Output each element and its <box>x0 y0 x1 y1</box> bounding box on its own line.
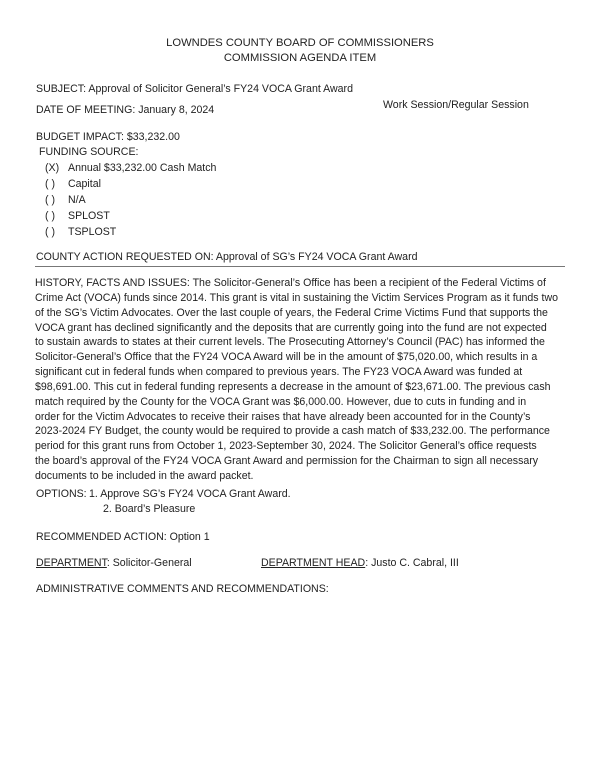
funding-option: N/A <box>68 194 86 206</box>
department-head-label: DEPARTMENT HEAD <box>261 557 366 569</box>
funding-checkbox: (X) <box>45 162 60 174</box>
funding-option: TSPLOST <box>68 226 117 238</box>
history-line: HISTORY, FACTS AND ISSUES: The Solicitor-General’s Office has been a recipient of the Federal Victims of <box>35 277 546 289</box>
department-head-value: : Justo C. Cabral, III <box>365 557 459 569</box>
header-subtitle: COMMISSION AGENDA ITEM <box>223 52 377 64</box>
history-facts-issues <box>35 276 558 484</box>
funding-checkbox: ( ) <box>45 210 55 222</box>
county-action: COUNTY ACTION REQUESTED ON: Approval of SG’s FY24 VOCA Grant Award <box>36 251 418 263</box>
header-title: LOWNDES COUNTY BOARD OF COMMISSIONERS <box>166 37 434 49</box>
funding-checkbox: ( ) <box>45 178 55 190</box>
funding-option: SPLOST <box>68 210 110 222</box>
history-line: the board’s approval of the FY24 VOCA Grant Award and permission for the Chairman to sign all necessary <box>35 455 539 468</box>
funding-checkbox: ( ) <box>45 194 55 206</box>
divider <box>35 266 565 267</box>
history-line: Crime Act (VOCA) funds since 2014. This grant is vital in sustaining the Victim Services Program as it funds two <box>35 291 559 304</box>
option-2: 2. Board’s Pleasure <box>103 503 196 515</box>
options-label: OPTIONS: <box>36 488 87 500</box>
history-line: VOCA grant has declined significantly and the deposits that are currently going into the fund are not expected <box>35 321 547 334</box>
recommended-action: RECOMMENDED ACTION: Option 1 <box>36 531 210 543</box>
meeting-date: DATE OF MEETING: January 8, 2024 <box>36 104 215 116</box>
budget-impact: BUDGET IMPACT: $33,232.00 <box>36 131 180 143</box>
history-line: to sustain awards to states at their current levels. The Prosecuting Attorney’s Council (PAC) has informed the <box>35 336 545 349</box>
history-line: period for this grant runs from October 1, 2023-September 30, 2024. The Solicitor General’s office requests <box>35 440 537 453</box>
funding-option: Annual $33,232.00 Cash Match <box>68 162 217 174</box>
history-line: of the SG’s Victim Advocates. Over the last couple of years, the Federal Crime Victims Fund that supports the <box>35 306 548 319</box>
history-line: significant cut in federal funds when compared to previous years. The FY23 VOCA Award was funded at <box>35 366 523 379</box>
funding-checkbox: ( ) <box>45 226 55 238</box>
subject: SUBJECT: Approval of Solicitor General’s FY24 VOCA Grant Award <box>36 83 353 95</box>
department <box>36 557 192 569</box>
option-1: 1. Approve SG’s FY24 VOCA Grant Award. <box>89 488 291 500</box>
funding-source-label: FUNDING SOURCE: <box>39 146 139 158</box>
history-line: Solicitor-General’s Office that the FY24 VOCA Award will be in the amount of $75,020.00, which results in a <box>35 351 538 364</box>
history-line: order for the Victim Advocates to receive their raises that have already been accounted for in the County’s <box>35 410 531 423</box>
department-label: DEPARTMENT <box>36 557 107 569</box>
funding-option: Capital <box>68 178 101 190</box>
department-head <box>261 557 459 569</box>
session-type: Work Session/Regular Session <box>383 99 529 111</box>
history-line: $98,691.00. This cut in federal funding represents a decrease in the amount of $23,671.00. The previous cash <box>35 380 551 393</box>
history-line: match required by the County for the VOCA Grant was $6,000.00. However, due to cuts in funding and in <box>35 395 527 408</box>
department-value: : Solicitor-General <box>106 557 192 569</box>
admin-comments: ADMINISTRATIVE COMMENTS AND RECOMMENDATIONS: <box>36 583 329 595</box>
history-line: documents to be included in the award packet. <box>35 469 254 482</box>
history-line: 2023-2024 FY Budget, the county would be required to provide a cash match of $33,232.00. The performance <box>35 425 550 438</box>
